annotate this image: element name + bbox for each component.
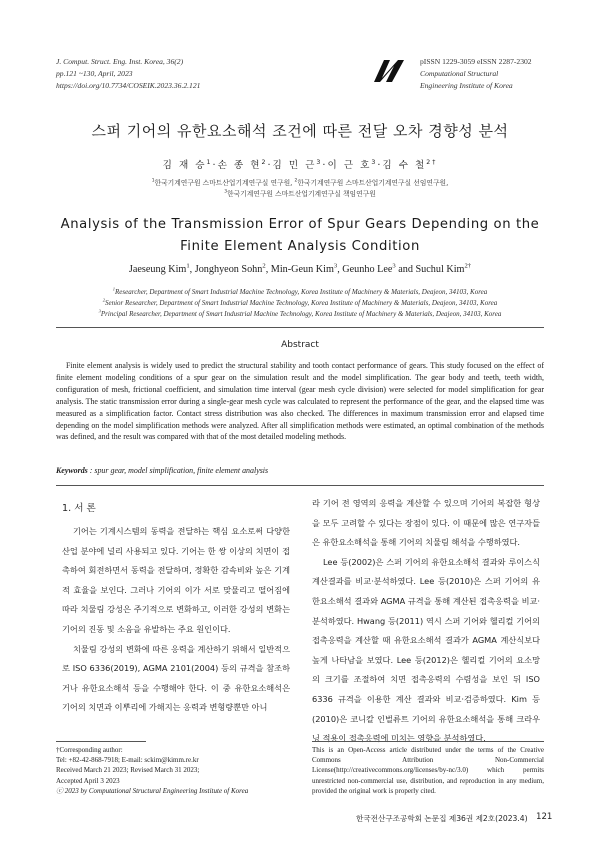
kor-author-4: 이 근 호 <box>327 160 372 171</box>
keywords-text: spur gear, model simplification, finite element analysis <box>94 466 269 475</box>
english-authors: Jaeseung Kim$^1$, Jonghyeon Sohn$^2$, Min-Geun Kim$^3$, Geunho Lee$^3$ and Suchul Kim$^{2\dagger}$ <box>128 262 472 275</box>
society-name-line2: Engineering Institute of Korea <box>420 81 513 90</box>
journal-citation: J. Comput. Struct. Eng. Inst. Korea, 36(2) <box>56 57 184 66</box>
open-access-note: This is an Open-Access article distributed under the terms of the Creative Commons Attribution Non-Commercial License(http://creativecommons.org/licenses/by-nc/3.0) which permits unrestricted non-commercial use, distribution, and reproduction in any medium, provided the original work is properly cited. <box>312 746 544 795</box>
society-name-line1: Computational Structural <box>420 69 499 78</box>
divider-top <box>56 327 544 328</box>
kor-author-1: 김 재 승 <box>162 160 207 171</box>
korean-title: 스퍼 기어의 유한요소해석 조건에 따른 전달 오차 경향성 분석 <box>91 122 509 140</box>
journal-pages: pp.121 ~130, April, 2023 <box>56 69 133 78</box>
kor-author-5: 김 수 철 <box>382 160 427 171</box>
kor-author-2: 손 종 현 <box>217 160 262 171</box>
keywords-label: Keywords <box>56 466 88 475</box>
page-number: 121 <box>536 812 553 822</box>
section-heading-intro: 1. 서 론 <box>62 503 96 514</box>
abstract-heading: Abstract <box>281 340 319 350</box>
paragraph: Lee 등(2002)은 스퍼 기어의 유한요소해석 결과와 루이스식 계산결과를 비교·분석하였다. Lee 등(2010)은 스퍼 기어의 유한요소해석 결과와 AGMA 규격을 통해 계산된 접촉응력을 비교·분석하였다. Hwang 등(2011) 역시 스퍼 기어와 헬리컬 기어의 접촉응력을 계산할 때 유한요소해석 결과가 AGMA 계산식보다 높게 나타남을 보였다. Lee 등(2012)은 헬리컬 기어의 요소망의 크기를 조절하여 치면 접촉응력의 수렴성을 보인 뒤 ISO 6336 규격을 이용한 계산 결과와 비교·검증하였다. Kim 등(2010)은 코니칼 인벌류트 기어의 유한요소해석을 통해 크라우닝 적용이 접촉응력에 미치는 영향을 분석하였다. <box>312 556 540 744</box>
paragraph: 라 기어 전 영역의 응력을 계산할 수 있으며 기어의 복잡한 형상을 모두 고려할 수 있다는 장점이 있다. 이 때문에 많은 연구자들은 유한요소해석을 통해 기어의 치물림 해석을 수행하였다. <box>312 498 540 548</box>
corresponding-author-note: †Corresponding author: Tel: +82-42-868-7918; E-mail: sckim@kimm.re.kr Received March 21 2023; Revised March 31 2023; Accepted April 3 2023 ⓒ 2023 by Computational Structural Engineering Institute of Korea <box>56 746 249 795</box>
footer-journal: 한국전산구조공학회 논문집 제36권 제2호(2023.4) <box>356 814 528 823</box>
kor-author-3: 김 민 근 <box>272 160 317 171</box>
society-logo-icon <box>372 58 406 84</box>
journal-header-left <box>56 56 200 92</box>
korean-authors: 김 재 승$^1$·손 종 현$^2$·김 민 근$^3$·이 근 호$^3$·김 수 철$^{2\dagger}$ <box>162 158 438 171</box>
divider-bottom <box>56 485 544 486</box>
body-right-column <box>312 494 540 749</box>
journal-doi[interactable]: https://doi.org/10.7734/COSEIK.2023.36.2.121 <box>56 81 201 90</box>
paragraph: 기어는 기계시스템의 동력을 전달하는 핵심 요소로써 다양한 산업 분야에 널리 사용되고 있다. 기어는 한 쌍 이상의 치면이 접촉하여 회전하면서 동력을 전달하며, 정확한 감속비와 높은 기계적 효율을 보인다. 그러나 기어의 이가 서로 맞물리고 떨어짐에 따라 치물림 강성은 주기적으로 변화하고, 이러한 강성의 변화는 기어의 진동 및 소음을 유발하는 주요 원인이다. <box>62 526 290 634</box>
abstract-body: Finite element analysis is widely used to predict the structural stability and tooth contact performance of gears. This study focused on the effect of finite element modeling conditions of a spur gear on the simulation result and the model simplification. The gear body and teeth, teeth width, configuration of mesh, frictional coefficient, and simulation time interval (gear mesh cycle division) were selected for model simplification for gear analysis. The static transmission error during a single-gear mesh cycle was calculated to represent the performance of the gear, and the elapsed time was measured as a simplification factor. Contact stress distribution was also checked. The differences in maximum transmission error and elapsed time depending on the model simplification methods were analyzed. After all simplification methods were estimated, an optimal combination of the methods was defined, and the result was compared with that of the most detailed modeling methods. <box>56 361 544 442</box>
english-title: Analysis of the Transmission Error of Spur Gears Depending on the Finite Element Analysis Condition <box>60 217 540 254</box>
korean-affiliations: $^1$한국기계연구원 스마트산업기계연구실 연구원, $^2$한국기계연구원 스마트산업기계연구실 선임연구원, $^3$한국기계연구원 스마트산업기계연구실 책임연구원 <box>151 178 449 198</box>
footnote-rule-left <box>56 741 146 742</box>
body-left-column <box>62 522 290 718</box>
keywords-line: Keywords : spur gear, model simplification, finite element analysis <box>56 466 269 475</box>
journal-header-right <box>420 56 532 92</box>
paragraph: 치물림 강성의 변화에 따른 응력을 계산하기 위해서 일반적으로 ISO 6336(2019), AGMA 2101(2004) 등의 규격을 참조하거나 유한요소해석 등을 수행해야 한다. 이 중 유한요소해석은 기어의 치면과 이뿌리에 가해지는 응력과 변형량뿐만 아니 <box>62 643 290 713</box>
english-affiliations: $^1$Researcher, Department of Smart Industrial Machine Technology, Korea Institute of Machinery & Materials, Deajeon, 34103, Korea $^2$Senior Researcher, Department of Smart Industrial Machine Technology, Korea Institute of Machinery & Materials, Deajeon, 34103, Korea $^3$Principal Researcher, Department of Smart Industrial Machine Technology, Korea Institute of Machinery & Materials, Deajeon, 34103, Korea <box>98 286 502 318</box>
footnote-rule-right <box>312 741 544 742</box>
issn-line: pISSN 1229-3059 eISSN 2287-2302 <box>420 57 532 66</box>
